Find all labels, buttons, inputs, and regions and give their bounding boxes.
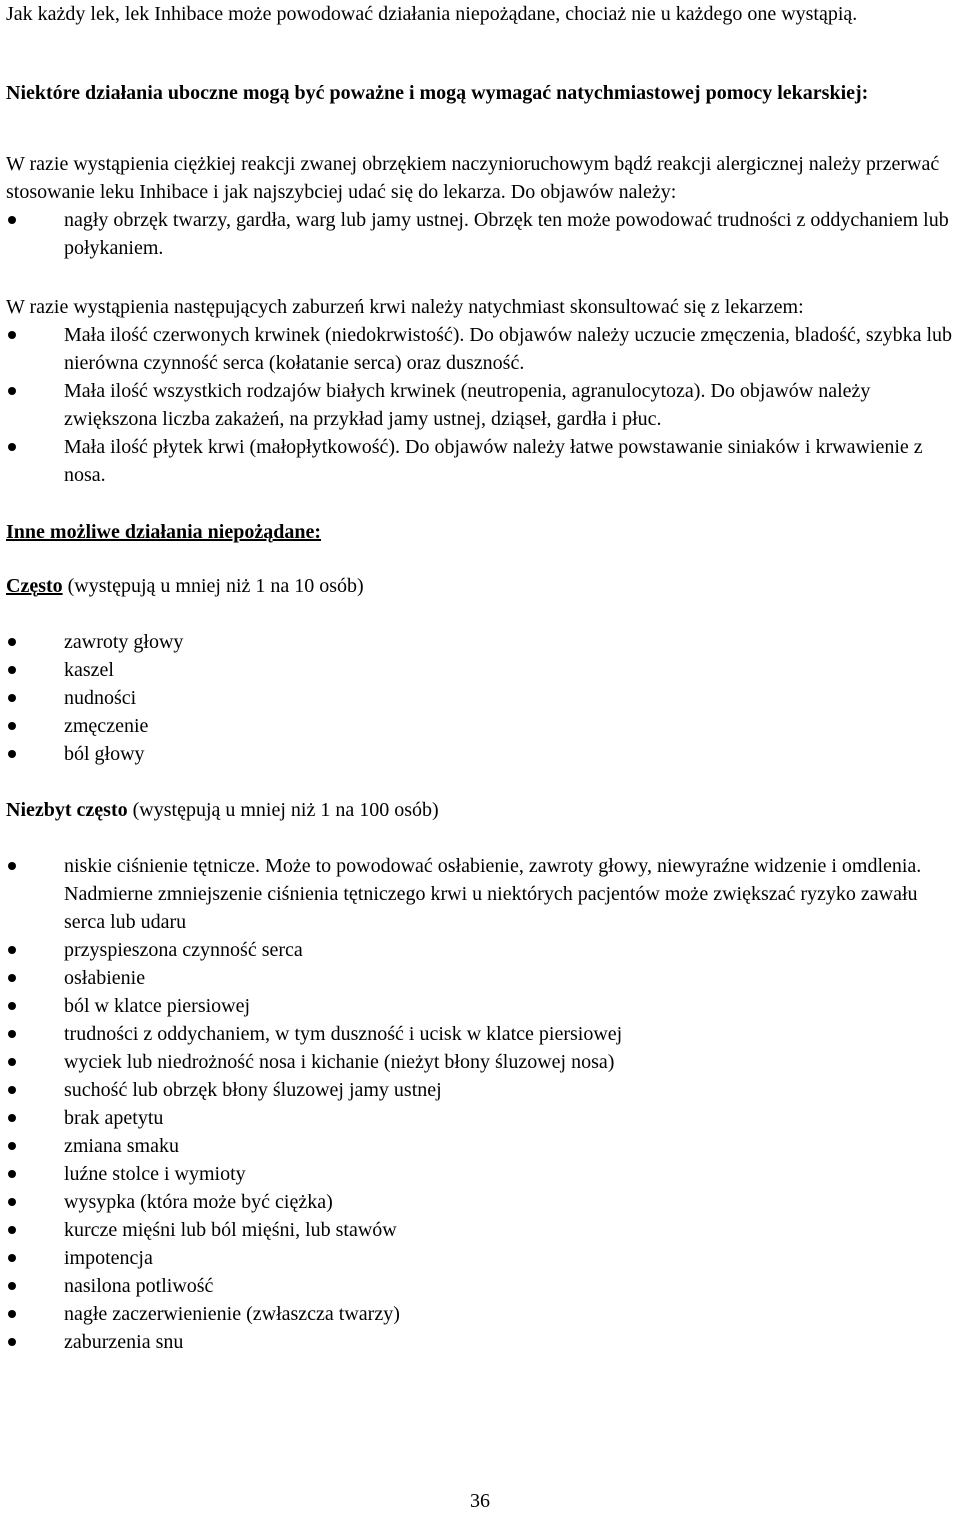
list-item: nagły obrzęk twarzy, gardła, warg lub jamy ustnej. Obrzęk ten może powodować trudności z oddychaniem lub połykaniem. — [6, 206, 958, 262]
other-effects-heading — [6, 518, 321, 546]
common-heading — [6, 572, 364, 600]
blood-disorders-section — [6, 293, 958, 489]
list-item: nagłe zaczerwienienie (zwłaszcza twarzy) — [6, 1300, 958, 1328]
uncommon-note: (występują u mniej niż 1 na 100 osób) — [127, 799, 439, 821]
list-item: Mała ilość wszystkich rodzajów białych krwinek (neutropenia, agranulocytoza). Do objawów należy zwiększona liczba zakażeń, na przykład jamy ustnej, dziąseł, gardła i płuc. — [6, 377, 958, 433]
common-note: (występują u mniej niż 1 na 10 osób) — [62, 575, 364, 597]
uncommon-label: Niezbyt często — [6, 799, 128, 821]
list-item: przyspieszona czynność serca — [6, 936, 958, 964]
list-item: wyciek lub niedrożność nosa i kichanie (nieżyt błony śluzowej nosa) — [6, 1048, 958, 1076]
serious-effects-heading-text: Niektóre działania uboczne mogą być poważne i mogą wymagać natychmiastowej pomocy lekarskiej: — [6, 82, 869, 104]
other-effects-heading-text: Inne możliwe działania niepożądane: — [6, 521, 322, 543]
serious-effects-heading — [6, 79, 868, 107]
blood-disorders-paragraph: W razie wystąpienia następujących zaburzeń krwi należy natychmiast skonsultować się z lekarzem: — [6, 296, 804, 318]
angioedema-paragraph: W razie wystąpienia ciężkiej reakcji zwanej obrzękiem naczynioruchowym bądź reakcji alergicznej należy przerwać stosowanie leku Inhibace i jak najszybciej udać się do lekarza. Do objawów należy: — [6, 153, 940, 203]
list-item: kurcze mięśni lub ból mięśni, lub stawów — [6, 1216, 958, 1244]
uncommon-effects-list — [6, 852, 958, 1356]
list-item: luźne stolce i wymioty — [6, 1160, 958, 1188]
list-item: ból głowy — [6, 740, 183, 768]
list-item: trudności z oddychaniem, w tym duszność i ucisk w klatce piersiowej — [6, 1020, 958, 1048]
list-item: zmęczenie — [6, 712, 183, 740]
list-item: Mała ilość czerwonych krwinek (niedokrwistość). Do objawów należy uczucie zmęczenia, bladość, szybka lub nierówna czynność serca (kołatanie serca) oraz duszność. — [6, 321, 958, 377]
intro-paragraph: Jak każdy lek, lek Inhibace może powodować działania niepożądane, chociaż nie u każdego one wystąpią. — [6, 3, 858, 25]
blood-disorders-list — [6, 321, 958, 489]
list-item: nasilona potliwość — [6, 1272, 958, 1300]
list-item: zmiana smaku — [6, 1132, 958, 1160]
list-item: niskie ciśnienie tętnicze. Może to powodować osłabienie, zawroty głowy, niewyraźne widzenie i omdlenia. Nadmierne zmniejszenie ciśnienia tętniczego krwi u niektórych pacjentów może zwiększać ryzyko zawału serca lub udaru — [6, 852, 958, 936]
angioedema-list — [6, 206, 958, 262]
uncommon-heading — [6, 796, 439, 824]
list-item: kaszel — [6, 656, 183, 684]
list-item: ból w klatce piersiowej — [6, 992, 958, 1020]
list-item: nudności — [6, 684, 183, 712]
common-effects-list — [6, 628, 183, 768]
angioedema-section — [6, 150, 958, 262]
page-number: 36 — [470, 1490, 490, 1512]
list-item: Mała ilość płytek krwi (małopłytkowość). Do objawów należy łatwe powstawanie siniaków i krwawienie z nosa. — [6, 433, 958, 489]
common-label: Często — [6, 575, 63, 597]
list-item: brak apetytu — [6, 1104, 958, 1132]
list-item: zawroty głowy — [6, 628, 183, 656]
list-item: impotencja — [6, 1244, 958, 1272]
list-item: zaburzenia snu — [6, 1328, 958, 1356]
list-item: wysypka (która może być ciężka) — [6, 1188, 958, 1216]
list-item: suchość lub obrzęk błony śluzowej jamy ustnej — [6, 1076, 958, 1104]
list-item: osłabienie — [6, 964, 958, 992]
